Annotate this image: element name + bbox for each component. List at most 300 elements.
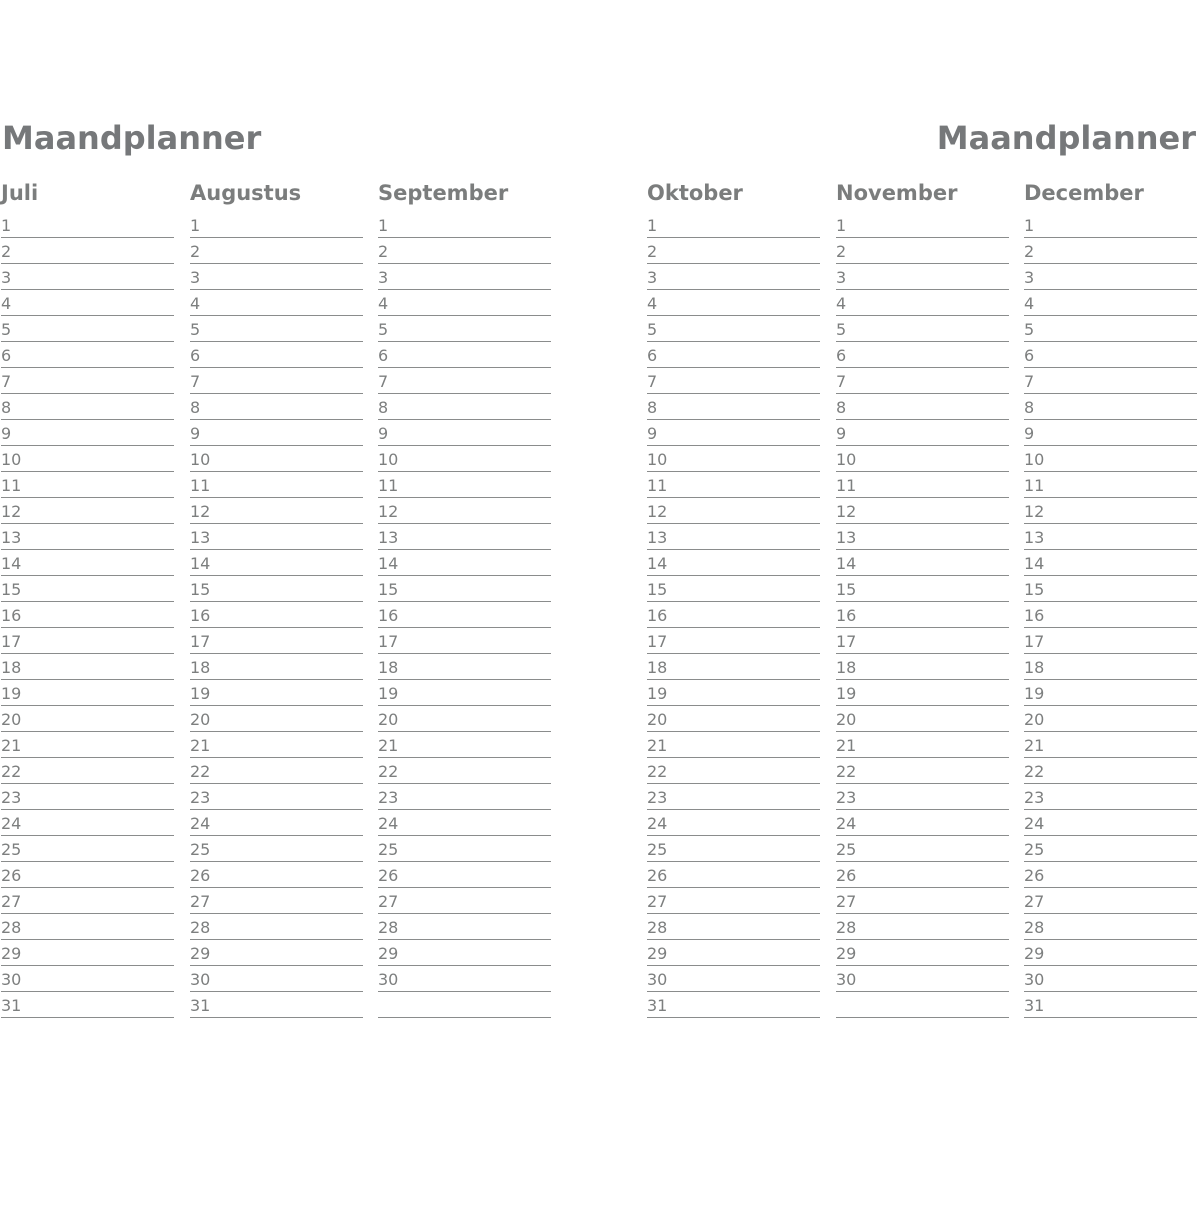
- day-number: 15: [378, 580, 399, 599]
- day-number: 10: [836, 450, 857, 469]
- day-row[interactable]: [836, 810, 1009, 836]
- day-number: 24: [1024, 814, 1045, 833]
- day-row[interactable]: [1, 264, 174, 290]
- day-row[interactable]: [1, 888, 174, 914]
- day-row[interactable]: [647, 342, 820, 368]
- day-row[interactable]: [1024, 628, 1197, 654]
- month-name: December: [1024, 181, 1144, 205]
- day-number: 7: [647, 372, 658, 391]
- day-number: 8: [647, 398, 658, 417]
- day-row[interactable]: [190, 732, 363, 758]
- day-row[interactable]: [1024, 576, 1197, 602]
- day-number: 24: [378, 814, 399, 833]
- day-row[interactable]: [1, 290, 174, 316]
- day-number: 2: [1024, 242, 1035, 261]
- day-number: 9: [1024, 424, 1035, 443]
- day-row[interactable]: [378, 342, 551, 368]
- day-number: 29: [190, 944, 211, 963]
- day-row[interactable]: [1024, 784, 1197, 810]
- day-row[interactable]: [647, 966, 820, 992]
- day-row[interactable]: [378, 550, 551, 576]
- day-row[interactable]: [836, 628, 1009, 654]
- day-row[interactable]: [1024, 498, 1197, 524]
- day-row[interactable]: [1, 836, 174, 862]
- day-row[interactable]: [190, 810, 363, 836]
- day-number: 28: [190, 918, 211, 937]
- day-number: 1: [190, 216, 201, 235]
- day-number: 25: [1, 840, 22, 859]
- day-number: 3: [1024, 268, 1035, 287]
- day-list: [378, 212, 551, 1018]
- day-row[interactable]: [190, 212, 363, 238]
- day-row[interactable]: [190, 342, 363, 368]
- day-row[interactable]: [647, 810, 820, 836]
- day-number: 7: [1, 372, 12, 391]
- day-number: 26: [190, 866, 211, 885]
- day-row[interactable]: [836, 472, 1009, 498]
- day-row[interactable]: [836, 316, 1009, 342]
- day-row[interactable]: [190, 602, 363, 628]
- day-row[interactable]: [190, 524, 363, 550]
- day-row[interactable]: [647, 446, 820, 472]
- day-row[interactable]: [1, 420, 174, 446]
- day-row[interactable]: [647, 784, 820, 810]
- day-number: 6: [1, 346, 12, 365]
- day-number: 6: [836, 346, 847, 365]
- day-row[interactable]: [1024, 212, 1197, 238]
- day-row[interactable]: [1, 940, 174, 966]
- day-number: 13: [378, 528, 399, 547]
- day-row[interactable]: [1024, 706, 1197, 732]
- day-row[interactable]: [836, 602, 1009, 628]
- day-number: 3: [836, 268, 847, 287]
- day-number: 13: [647, 528, 668, 547]
- day-row[interactable]: [378, 212, 551, 238]
- day-number: 23: [190, 788, 211, 807]
- day-row[interactable]: [190, 420, 363, 446]
- day-number: 13: [190, 528, 211, 547]
- day-row[interactable]: [647, 680, 820, 706]
- day-row[interactable]: [1, 524, 174, 550]
- day-row[interactable]: [647, 472, 820, 498]
- day-number: 29: [647, 944, 668, 963]
- day-row[interactable]: [836, 732, 1009, 758]
- day-number: 25: [836, 840, 857, 859]
- day-number: 3: [190, 268, 201, 287]
- day-number: 22: [1024, 762, 1045, 781]
- day-number: 19: [1, 684, 22, 703]
- day-row[interactable]: [1024, 394, 1197, 420]
- day-row[interactable]: [1024, 602, 1197, 628]
- day-row[interactable]: [190, 316, 363, 342]
- day-row[interactable]: [190, 862, 363, 888]
- day-row[interactable]: [647, 732, 820, 758]
- day-row[interactable]: [836, 836, 1009, 862]
- day-row[interactable]: [190, 290, 363, 316]
- day-row[interactable]: [378, 654, 551, 680]
- day-row[interactable]: [190, 836, 363, 862]
- day-row[interactable]: [1, 316, 174, 342]
- day-row[interactable]: [1024, 238, 1197, 264]
- day-row[interactable]: [836, 758, 1009, 784]
- day-row[interactable]: [1, 472, 174, 498]
- day-number: 11: [836, 476, 857, 495]
- day-row[interactable]: [836, 914, 1009, 940]
- day-row[interactable]: [1024, 550, 1197, 576]
- day-row[interactable]: [647, 654, 820, 680]
- day-number: 14: [1024, 554, 1045, 573]
- day-row[interactable]: [647, 992, 820, 1018]
- day-number: 20: [836, 710, 857, 729]
- day-row[interactable]: [190, 550, 363, 576]
- day-row[interactable]: [1024, 940, 1197, 966]
- day-number: 15: [836, 580, 857, 599]
- day-number: 20: [1024, 710, 1045, 729]
- day-row[interactable]: [190, 706, 363, 732]
- day-row[interactable]: [836, 420, 1009, 446]
- day-number: 5: [836, 320, 847, 339]
- day-row[interactable]: [378, 446, 551, 472]
- day-row[interactable]: [836, 576, 1009, 602]
- day-number: 17: [1, 632, 22, 651]
- day-row[interactable]: [1, 914, 174, 940]
- day-number: 9: [836, 424, 847, 443]
- day-row[interactable]: [190, 446, 363, 472]
- day-row[interactable]: [836, 446, 1009, 472]
- day-row[interactable]: [1024, 810, 1197, 836]
- day-row[interactable]: [190, 654, 363, 680]
- day-number: 21: [836, 736, 857, 755]
- day-row[interactable]: [1024, 264, 1197, 290]
- day-row[interactable]: [1024, 966, 1197, 992]
- day-row[interactable]: [647, 316, 820, 342]
- day-number: 30: [836, 970, 857, 989]
- day-row[interactable]: [1, 342, 174, 368]
- day-number: 4: [647, 294, 658, 313]
- day-row[interactable]: [647, 862, 820, 888]
- day-number: 24: [190, 814, 211, 833]
- day-number: 26: [378, 866, 399, 885]
- day-number: 20: [647, 710, 668, 729]
- day-number: 11: [647, 476, 668, 495]
- day-row[interactable]: [647, 576, 820, 602]
- day-row[interactable]: [1, 368, 174, 394]
- day-row[interactable]: [378, 758, 551, 784]
- day-number: 27: [1024, 892, 1045, 911]
- day-row[interactable]: [647, 212, 820, 238]
- day-row[interactable]: [836, 342, 1009, 368]
- day-row[interactable]: [836, 784, 1009, 810]
- day-row[interactable]: [836, 992, 1009, 1018]
- day-row[interactable]: [1, 654, 174, 680]
- day-row[interactable]: [190, 992, 363, 1018]
- day-row[interactable]: [647, 836, 820, 862]
- day-number: 13: [1, 528, 22, 547]
- day-row[interactable]: [190, 576, 363, 602]
- day-number: 26: [836, 866, 857, 885]
- day-row[interactable]: [1, 706, 174, 732]
- day-row[interactable]: [1, 498, 174, 524]
- day-row[interactable]: [190, 888, 363, 914]
- day-number: 7: [1024, 372, 1035, 391]
- day-row[interactable]: [1, 810, 174, 836]
- day-row[interactable]: [378, 576, 551, 602]
- day-row[interactable]: [647, 290, 820, 316]
- day-number: 27: [378, 892, 399, 911]
- day-row[interactable]: [647, 498, 820, 524]
- day-row[interactable]: [836, 368, 1009, 394]
- day-row[interactable]: [378, 914, 551, 940]
- day-row[interactable]: [1, 576, 174, 602]
- day-row[interactable]: [836, 394, 1009, 420]
- day-number: 17: [836, 632, 857, 651]
- day-row[interactable]: [836, 966, 1009, 992]
- day-row[interactable]: [1024, 654, 1197, 680]
- day-row[interactable]: [1, 238, 174, 264]
- day-number: 16: [836, 606, 857, 625]
- day-number: 31: [190, 996, 211, 1015]
- day-number: 4: [1, 294, 12, 313]
- day-row[interactable]: [1, 212, 174, 238]
- day-row[interactable]: [1024, 420, 1197, 446]
- day-number: 12: [378, 502, 399, 521]
- day-row[interactable]: [190, 264, 363, 290]
- day-row[interactable]: [190, 628, 363, 654]
- month-column-4: [836, 178, 1009, 1018]
- day-row[interactable]: [378, 290, 551, 316]
- day-row[interactable]: [1024, 472, 1197, 498]
- day-row[interactable]: [378, 888, 551, 914]
- day-row[interactable]: [1, 446, 174, 472]
- day-row[interactable]: [1024, 732, 1197, 758]
- day-row[interactable]: [190, 784, 363, 810]
- day-number: 15: [190, 580, 211, 599]
- day-row[interactable]: [190, 368, 363, 394]
- day-number: 3: [378, 268, 389, 287]
- day-row[interactable]: [378, 836, 551, 862]
- day-row[interactable]: [378, 498, 551, 524]
- day-row[interactable]: [836, 212, 1009, 238]
- day-number: 12: [836, 502, 857, 521]
- day-number: 18: [1024, 658, 1045, 677]
- day-number: 26: [1, 866, 22, 885]
- day-row[interactable]: [190, 498, 363, 524]
- day-number: 28: [836, 918, 857, 937]
- day-row[interactable]: [836, 550, 1009, 576]
- day-number: 16: [1024, 606, 1045, 625]
- day-number: 31: [1024, 996, 1045, 1015]
- day-row[interactable]: [1, 732, 174, 758]
- day-row[interactable]: [647, 524, 820, 550]
- day-row[interactable]: [1, 394, 174, 420]
- day-row[interactable]: [378, 264, 551, 290]
- day-number: 2: [1, 242, 12, 261]
- day-number: 2: [190, 242, 201, 261]
- day-row[interactable]: [1, 628, 174, 654]
- day-number: 28: [1, 918, 22, 937]
- day-row[interactable]: [836, 940, 1009, 966]
- day-row[interactable]: [378, 862, 551, 888]
- day-number: 22: [190, 762, 211, 781]
- day-number: 8: [836, 398, 847, 417]
- day-row[interactable]: [1024, 316, 1197, 342]
- day-row[interactable]: [647, 914, 820, 940]
- day-number: 14: [190, 554, 211, 573]
- day-row[interactable]: [1, 992, 174, 1018]
- day-number: 1: [1024, 216, 1035, 235]
- day-number: 16: [190, 606, 211, 625]
- day-row[interactable]: [647, 394, 820, 420]
- day-number: 29: [378, 944, 399, 963]
- day-number: 28: [647, 918, 668, 937]
- day-row[interactable]: [647, 706, 820, 732]
- day-row[interactable]: [1024, 992, 1197, 1018]
- day-row[interactable]: [836, 290, 1009, 316]
- day-number: 23: [647, 788, 668, 807]
- day-row[interactable]: [1024, 342, 1197, 368]
- day-row[interactable]: [190, 472, 363, 498]
- day-number: 18: [1, 658, 22, 677]
- day-list: [190, 212, 363, 1018]
- day-number: 23: [836, 788, 857, 807]
- day-row[interactable]: [836, 264, 1009, 290]
- day-row[interactable]: [190, 238, 363, 264]
- day-row[interactable]: [647, 550, 820, 576]
- day-number: 18: [190, 658, 211, 677]
- day-number: 21: [1, 736, 22, 755]
- day-number: 28: [378, 918, 399, 937]
- day-row[interactable]: [378, 966, 551, 992]
- day-number: 30: [190, 970, 211, 989]
- day-row[interactable]: [1, 966, 174, 992]
- day-row[interactable]: [836, 238, 1009, 264]
- day-row[interactable]: [190, 966, 363, 992]
- day-number: 22: [647, 762, 668, 781]
- day-row[interactable]: [190, 394, 363, 420]
- day-number: 11: [1024, 476, 1045, 495]
- day-row[interactable]: [378, 472, 551, 498]
- day-number: 14: [1, 554, 22, 573]
- day-list: [647, 212, 820, 1018]
- day-row[interactable]: [1024, 680, 1197, 706]
- day-row[interactable]: [836, 680, 1009, 706]
- day-row[interactable]: [378, 368, 551, 394]
- day-row[interactable]: [1024, 862, 1197, 888]
- day-row[interactable]: [190, 914, 363, 940]
- day-number: 10: [190, 450, 211, 469]
- page-title-left: Maandplanner: [2, 119, 262, 157]
- day-row[interactable]: [378, 784, 551, 810]
- day-row[interactable]: [647, 238, 820, 264]
- day-row[interactable]: [378, 732, 551, 758]
- day-row[interactable]: [836, 654, 1009, 680]
- day-row[interactable]: [1, 758, 174, 784]
- day-number: 4: [1024, 294, 1035, 313]
- day-row[interactable]: [1024, 290, 1197, 316]
- day-number: 14: [836, 554, 857, 573]
- day-row[interactable]: [647, 420, 820, 446]
- day-row[interactable]: [378, 680, 551, 706]
- day-row[interactable]: [647, 264, 820, 290]
- day-number: 4: [190, 294, 201, 313]
- day-row[interactable]: [836, 862, 1009, 888]
- day-number: 31: [1, 996, 22, 1015]
- day-number: 5: [378, 320, 389, 339]
- day-row[interactable]: [647, 940, 820, 966]
- day-row[interactable]: [378, 420, 551, 446]
- day-row[interactable]: [1024, 446, 1197, 472]
- day-row[interactable]: [378, 940, 551, 966]
- day-number: 20: [190, 710, 211, 729]
- day-number: 17: [378, 632, 399, 651]
- day-number: 13: [1024, 528, 1045, 547]
- day-row[interactable]: [190, 940, 363, 966]
- day-number: 24: [1, 814, 22, 833]
- day-row[interactable]: [1, 680, 174, 706]
- day-row[interactable]: [836, 706, 1009, 732]
- day-row[interactable]: [647, 888, 820, 914]
- day-number: 18: [647, 658, 668, 677]
- day-row[interactable]: [647, 368, 820, 394]
- day-row[interactable]: [378, 706, 551, 732]
- day-row[interactable]: [1024, 368, 1197, 394]
- day-number: 1: [378, 216, 389, 235]
- day-row[interactable]: [647, 758, 820, 784]
- day-number: 18: [378, 658, 399, 677]
- day-row[interactable]: [378, 602, 551, 628]
- day-row[interactable]: [1024, 836, 1197, 862]
- day-row[interactable]: [836, 498, 1009, 524]
- day-row[interactable]: [647, 602, 820, 628]
- day-row[interactable]: [378, 810, 551, 836]
- day-row[interactable]: [836, 524, 1009, 550]
- day-row[interactable]: [1, 602, 174, 628]
- day-number: 30: [1, 970, 22, 989]
- day-row[interactable]: [378, 238, 551, 264]
- day-row[interactable]: [1024, 758, 1197, 784]
- day-number: 12: [1024, 502, 1045, 521]
- day-number: 27: [1, 892, 22, 911]
- day-row[interactable]: [190, 680, 363, 706]
- day-number: 29: [836, 944, 857, 963]
- day-row[interactable]: [378, 992, 551, 1018]
- day-number: 15: [647, 580, 668, 599]
- day-number: 9: [647, 424, 658, 443]
- day-number: 21: [1024, 736, 1045, 755]
- day-row[interactable]: [378, 628, 551, 654]
- day-row[interactable]: [1, 862, 174, 888]
- day-row[interactable]: [836, 888, 1009, 914]
- day-number: 3: [1, 268, 12, 287]
- day-row[interactable]: [378, 316, 551, 342]
- day-number: 16: [1, 606, 22, 625]
- day-number: 12: [1, 502, 22, 521]
- day-row[interactable]: [1, 550, 174, 576]
- day-number: 10: [1, 450, 22, 469]
- day-row[interactable]: [1024, 888, 1197, 914]
- day-row[interactable]: [378, 394, 551, 420]
- day-row[interactable]: [1024, 914, 1197, 940]
- day-number: 5: [1024, 320, 1035, 339]
- day-row[interactable]: [1024, 524, 1197, 550]
- day-number: 23: [1, 788, 22, 807]
- day-row[interactable]: [647, 628, 820, 654]
- day-row[interactable]: [1, 784, 174, 810]
- day-number: 31: [647, 996, 668, 1015]
- day-row[interactable]: [378, 524, 551, 550]
- day-number: 9: [1, 424, 12, 443]
- day-row[interactable]: [190, 758, 363, 784]
